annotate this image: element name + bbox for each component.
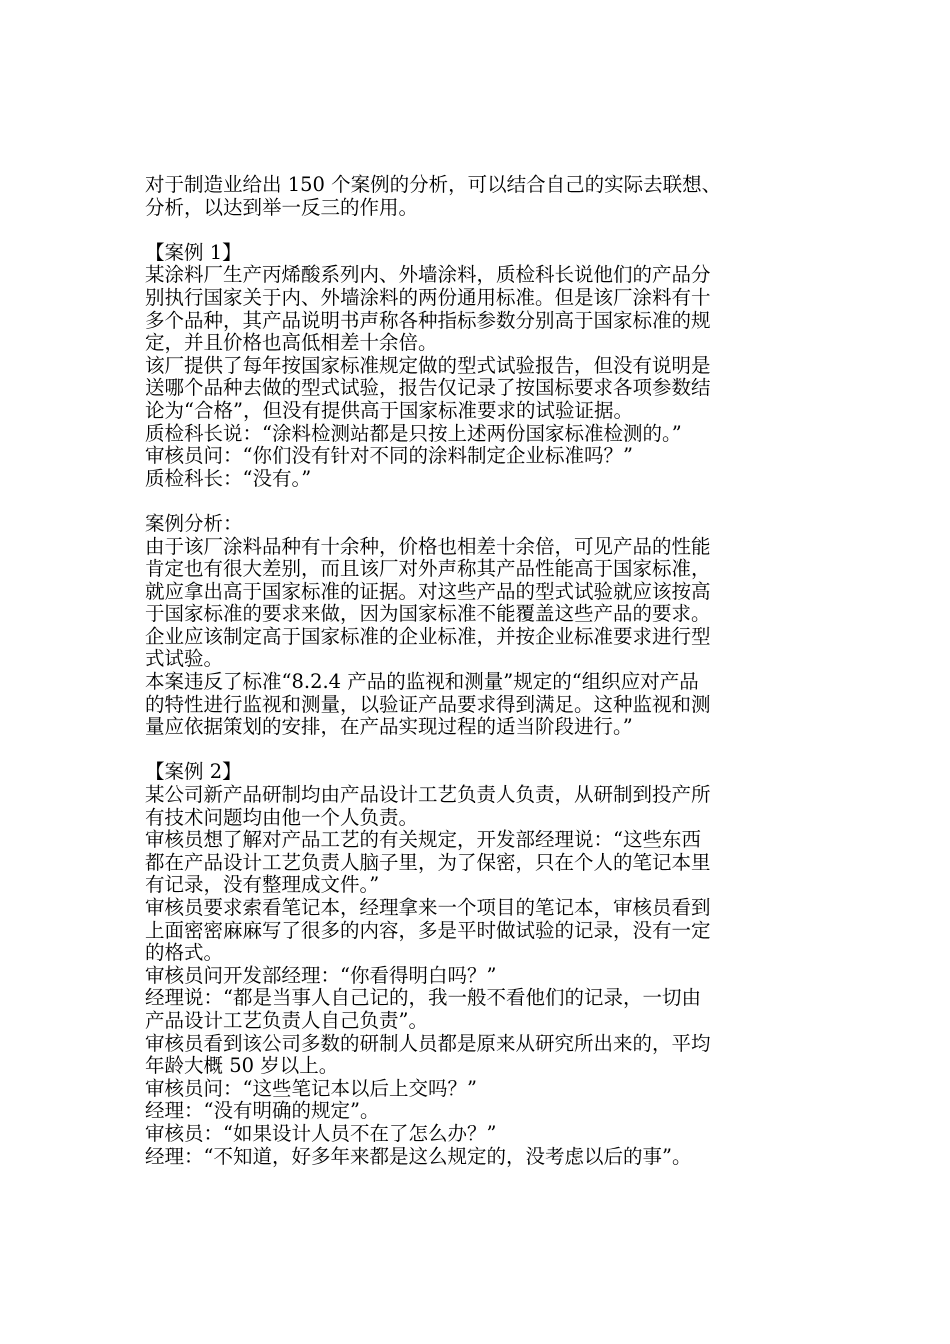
text-line: 某涂料厂生产丙烯酸系列内、外墙涂料，质检科长说他们的产品分: [145, 263, 711, 287]
text-line: 肯定也有很大差别，而且该厂对外声称其产品性能高于国家标准，: [145, 557, 711, 581]
text-line: 企业应该制定高于国家标准的企业标准，并按企业标准要求进行型: [145, 624, 711, 648]
text-line: 分析，以达到举一反三的作用。: [145, 195, 419, 219]
text-line: 别执行国家关于内、外墙涂料的两份通用标准。但是该厂涂料有十: [145, 285, 711, 309]
text-line: 审核员：“如果设计人员不在了怎么办？”: [145, 1121, 497, 1145]
text-line: 质检科长：“没有。”: [145, 466, 312, 490]
document-body: [145, 174, 805, 1168]
text-line: 式试验。: [145, 647, 224, 671]
text-line: 审核员看到该公司多数的研制人员都是原来从研究所出来的，平均: [145, 1031, 711, 1055]
text-line: 有技术问题均由他一个人负责。: [145, 805, 419, 829]
text-line: 量应依据策划的安排，在产品实现过程的适当阶段进行。”: [145, 715, 633, 739]
text-line: 经理：“没有明确的规定”。: [145, 1099, 380, 1123]
text-line: 审核员问开发部经理：“你看得明白吗？”: [145, 963, 497, 987]
text-line: 质检科长说：“涂料检测站都是只按上述两份国家标准检测的。”: [145, 421, 682, 445]
text-line: 年龄大概 50 岁以上。: [145, 1054, 339, 1078]
text-line: 都在产品设计工艺负责人脑子里，为了保密，只在个人的笔记本里: [145, 850, 711, 874]
blank-line: [145, 490, 805, 513]
text-line: 有记录，没有整理成文件。”: [145, 873, 380, 897]
text-line: 就应拿出高于国家标准的证据。对这些产品的型式试验就应该按高: [145, 579, 711, 603]
text-line: 案例分析：: [145, 511, 243, 535]
blank-line: [145, 739, 805, 762]
text-line: 产品设计工艺负责人自己负责”。: [145, 1008, 428, 1032]
text-line: 经理：“不知道，好多年来都是这么规定的，没考虑以后的事”。: [145, 1144, 692, 1168]
text-line: 本案违反了标准“8.2.4 产品的监视和测量”规定的“组织应对产品: [145, 670, 699, 694]
text-line: 【案例 2】: [145, 760, 242, 784]
text-line: 该厂提供了每年按国家标准规定做的型式试验报告，但没有说明是: [145, 353, 711, 377]
text-line: 对于制造业给出 150 个案例的分析，可以结合自己的实际去联想、: [145, 173, 722, 196]
text-line: 某公司新产品研制均由产品设计工艺负责人负责，从研制到投产所: [145, 783, 711, 807]
text-line: 的特性进行监视和测量，以验证产品要求得到满足。这种监视和测: [145, 692, 711, 716]
text-line: 审核员想了解对产品工艺的有关规定，开发部经理说：“这些东西: [145, 828, 701, 852]
text-line: 论为“合格”，但没有提供高于国家标准要求的试验证据。: [145, 398, 633, 422]
text-line: 【案例 1】: [145, 240, 242, 264]
text-line: 上面密密麻麻写了很多的内容，多是平时做试验的记录，没有一定: [145, 918, 711, 942]
text-line: 审核员要求索看笔记本，经理拿来一个项目的笔记本，审核员看到: [145, 896, 711, 919]
text-line: 由于该厂涂料品种有十余种，价格也相差十余倍，可见产品的性能: [145, 534, 711, 558]
text-line: 送哪个品种去做的型式试验，报告仅记录了按国标要求各项参数结: [145, 376, 711, 400]
text-line: 审核员问：“你们没有针对不同的涂料制定企业标准吗？”: [145, 444, 633, 468]
blank-line: [145, 219, 805, 242]
text-line: 多个品种，其产品说明书声称各种指标参数分别高于国家标准的规: [145, 308, 711, 332]
text-line: 审核员问：“这些笔记本以后上交吗？”: [145, 1076, 477, 1100]
text-line: 定，并且价格也高低相差十余倍。: [145, 331, 438, 355]
text-line: 经理说：“都是当事人自己记的，我一般不看他们的记录，一切由: [145, 986, 701, 1010]
text-line: 的格式。: [145, 941, 224, 965]
text-line: 于国家标准的要求来做，因为国家标准不能覆盖这些产品的要求。: [145, 602, 711, 626]
